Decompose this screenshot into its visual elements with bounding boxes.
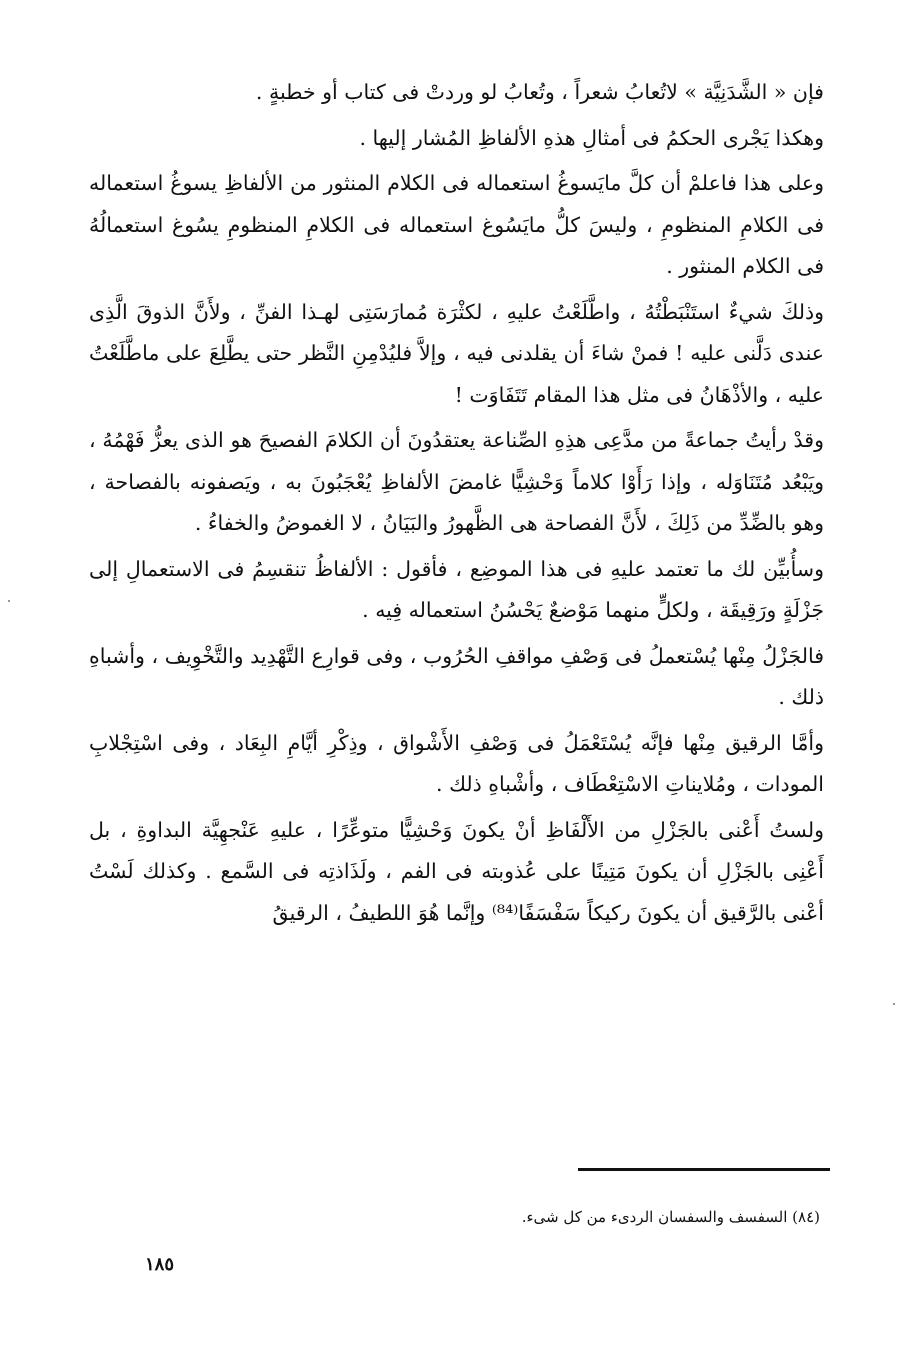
paragraph-6: وسأُبيِّن لك ما تعتمد عليهِ فى هذا الموضِع ، فأقول : الألفاظُ تنقسِمُ فى الاستعمالِ إلى جَزْلَةٍ ورَقِيقَة ، ولكلٍّ منهما مَوْضعٌ يَحْسُنُ استعماله فِيه . <box>89 556 824 622</box>
paragraph-7: فالجَزْلُ مِنْها يُسْتعملُ فى وَصْفِ مواقفِ الحُرُوب ، وفى قوارِع التَّهْدِيد والتَّخْوِيف ، وأشباهِ ذلك . <box>89 643 824 709</box>
main-text <box>89 72 824 938</box>
paragraph-8: وأمَّا الرقيق مِنْها فإنَّه يُسْتَعْمَلُ فى وَصْفِ الأَشْواق ، وذِكْرِ أيَّامِ البِعَاد ، وفى اسْتِجْلابِ المودات ، ومُلايناتِ الاسْتِعْطَاف ، وأشْباهِ ذلك . <box>89 730 824 796</box>
footnote-divider <box>578 1168 830 1171</box>
paragraph-5: وقدْ رأيتُ جماعةً من مدَّعِى هذِهِ الصِّناعة يعتقدُونَ أن الكلامَ الفصيحَ هو الذى يعزُّ فَهْمُهُ ، ويَبْعُد مُتَنَاوَله ، وإذا رَأَوْا كلاماً وَحْشِيًّا غامضَ الألفاظِ يُعْجَبُونَ به ، ويَصفونه بالفصاحة ، وهو بالضِّدِّ من ذَلِكَ ، لأَنَّ الفصاحة هى الظَّهورُ والبَيَانُ ، لا الغموضُ والخفاءُ . <box>89 428 824 535</box>
paragraph-1: فإن « الشَّدَنِيَّة » لاتُعابُ شعراً ، وتُعابُ لو وردتْ فى كتاب أو خطبةٍ . <box>255 80 824 104</box>
footnote: (٨٤) السفسف والسفسان الردىء من كل شىء. <box>521 1208 820 1226</box>
paragraph-3: وعلى هذا فاعلمْ أن كلَّ مايَسوغُ استعماله فى الكلام المنثور من الألفاظِ يسوغُ استعماله فى الكلامِ المنظومِ ، وليسَ كلُّ مايَسُوغ استعماله فى الكلامِ المنظومِ يسُوغ استعمالُهُ فى الكلام المنثور . <box>89 171 824 278</box>
scan-speck <box>893 1003 895 1005</box>
paragraph-4: وذلكَ شيءٌ استَنْبَطْتُهُ ، واطَّلَعْتُ عليهِ ، لكثْرَة مُمارَسَتِى لهـذا الفنِّ ، ولأَنَّ الذوقَ الَّذِى عندى دَلَّنى عليه ! فمنْ شاءَ أن يقلدنى فيه ، وإلاَّ فليُدْمِنِ النَّظر حتى يطَّلِعَ على ماطَّلَعْتُ عليه ، والأذْهَانُ فى مثل هذا المقام تَتَفَاوَت ! <box>89 299 824 407</box>
page-number: ١٨٥ <box>144 1254 174 1275</box>
paragraph-9: ولستُ أَعْنى بالجَزْلِ من الأَلْفَاظِ أنْ يكونَ وَحْشِيًّا متوعِّرًا ، عليهِ عَنْجهِيَّة البداوةِ ، بل أَعْنِى بالجَزْلِ أن يكونَ مَتِينًا على عُذوبته فى الفم ، ولَذَاذتِه فى السَّمع . وكذلك لَسْتُ أعْنى بالرَّقيق أن يكونَ ركيكاً سَفْسَفًا⁽⁸⁴⁾ وإنَّما هُوَ اللطيفُ ، الرقيقُ <box>89 817 824 925</box>
scan-speck <box>8 600 10 602</box>
paragraph-2: وهكذا يَجْرى الحكمُ فى أمثالِ هذهِ الألفاظِ المُشار إليها . <box>359 125 824 150</box>
